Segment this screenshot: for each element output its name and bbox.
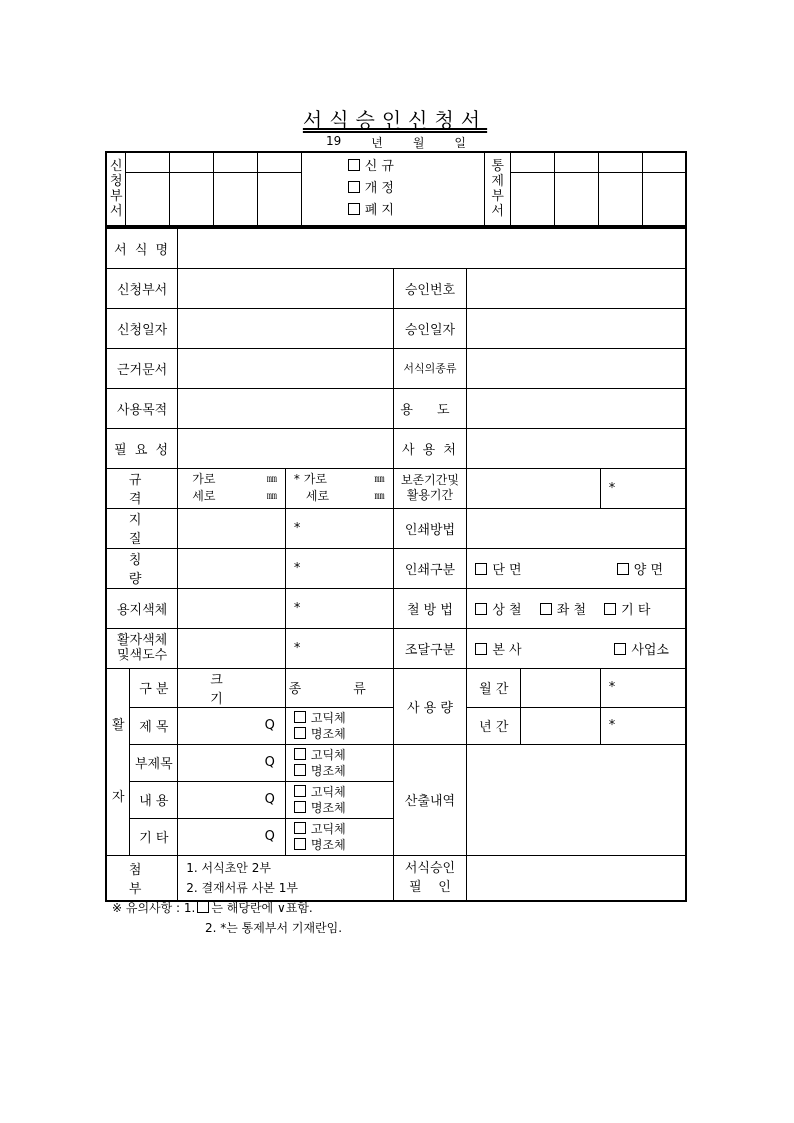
title-row-label: 제 목 [130,707,178,744]
sign-cell[interactable] [257,172,301,226]
yearly-value[interactable] [521,707,601,744]
sign-cell[interactable] [554,152,598,172]
applicant-dept-label: 신 청 부 서 [106,152,126,226]
change-type-options [301,152,485,226]
size-control-value[interactable]: * 가로 ㎜ 세로 ㎜ [285,468,393,508]
sign-cell[interactable] [126,172,170,226]
option-myeongjo[interactable]: 명조체 [294,726,393,742]
note-line-2: 2. *는 통제부서 기재란임. [205,921,343,935]
checkbox-icon[interactable] [617,563,629,575]
paper-color-label: 용지색체 [106,588,178,628]
approval-no-value[interactable] [467,268,686,308]
calc-label: 산출내역 [393,744,467,855]
print-type-options [467,548,686,588]
checkbox-icon[interactable] [294,727,306,739]
option-gothic[interactable]: 고딕체 [294,821,393,837]
user-label: 사 용 처 [393,428,467,468]
checkbox-icon [197,901,209,913]
option-single-side[interactable]: 단 면 [475,563,521,578]
weight-control-value[interactable]: * [285,548,393,588]
checkbox-icon[interactable] [294,748,306,760]
option-other-binding[interactable]: 기 타 [604,603,650,618]
checkbox-icon[interactable] [294,822,306,834]
checkbox-icon[interactable] [614,643,626,655]
print-type-label: 인쇄구분 [393,548,467,588]
content-size-value[interactable]: Q [178,781,286,818]
option-abolish[interactable]: 폐 지 [348,200,485,222]
date-line [326,134,466,151]
checkbox-icon[interactable] [294,785,306,797]
necessity-label: 필 요 성 [106,428,178,468]
usage-label: 용 도 [393,388,467,428]
calc-value[interactable] [467,744,686,855]
procure-options [467,628,686,668]
paper-color-control-value[interactable]: * [285,588,393,628]
date-year: 년 [371,136,383,150]
checkbox-icon[interactable] [294,801,306,813]
binding-options [467,588,686,628]
checkbox-icon[interactable] [475,563,487,575]
ink-color-control-value[interactable]: * [285,628,393,668]
approval-date-value[interactable] [467,308,686,348]
sign-cell[interactable] [598,152,642,172]
header-table [105,151,687,227]
font-kind-header: 종 류 [285,668,393,707]
subtitle-row-label: 부제목 [130,744,178,781]
subtitle-font-options [285,744,393,781]
checkbox-icon[interactable] [294,711,306,723]
purpose-label: 사용목적 [106,388,178,428]
retention-label: 보존기간및 활용기간 [393,468,467,508]
option-myeongjo[interactable]: 명조체 [294,800,393,816]
print-method-value[interactable] [467,508,686,548]
user-value[interactable] [467,428,686,468]
option-left-binding[interactable]: 좌 철 [540,603,586,618]
sign-cell[interactable] [257,152,301,172]
sign-cell[interactable] [511,152,555,172]
basis-doc-label: 근거문서 [106,348,178,388]
attach-item: 1. 서식초안 2부 [186,860,271,875]
sign-cell[interactable] [214,152,258,172]
date-month: 월 [412,136,425,150]
approval-stamp-value[interactable] [467,855,686,901]
checkbox-icon[interactable] [475,643,487,655]
content-font-options [285,781,393,818]
option-head-office[interactable]: 본 사 [475,643,521,658]
checkbox-icon[interactable] [540,603,552,615]
monthly-control-value[interactable]: * [600,668,686,707]
checkbox-icon[interactable] [294,838,306,850]
checkbox-icon[interactable] [475,603,487,615]
option-double-side[interactable]: 양 면 [617,559,663,578]
sign-cell[interactable] [170,172,214,226]
sign-cell[interactable] [598,172,642,226]
sign-cell[interactable] [642,172,686,226]
monthly-value[interactable] [521,668,601,707]
yearly-control-value[interactable]: * [600,707,686,744]
sign-cell[interactable] [554,172,598,226]
paper-control-value[interactable]: * [285,508,393,548]
binding-label: 철 방 법 [393,588,467,628]
option-gothic[interactable]: 고딕체 [294,710,393,726]
size-header: 크 기 [178,668,286,707]
usage-amount-label: 사 용 량 [393,668,467,744]
subtitle-size-value[interactable]: Q [178,744,286,781]
form-name-label: 서 식 명 [106,228,178,268]
basis-doc-value[interactable] [178,348,393,388]
usage-value[interactable] [467,388,686,428]
form-name-value[interactable] [178,228,686,268]
sign-cell[interactable] [170,152,214,172]
paper-color-value[interactable] [178,588,286,628]
option-new[interactable]: 신 규 [348,156,485,178]
sign-cell[interactable] [642,152,686,172]
checkbox-icon[interactable] [348,159,360,171]
option-branch-office[interactable]: 사업소 [614,639,669,658]
form-type-label: 서식의종류 [393,348,467,388]
attach-item: 2. 결재서류 사본 1부 [186,880,298,895]
approval-date-label: 승인일자 [393,308,467,348]
option-revise[interactable]: 개 정 [348,178,485,200]
attach-label: 첨 부 [106,855,178,901]
yearly-label: 년 간 [467,707,521,744]
content-row-label: 내 용 [130,781,178,818]
control-dept-label: 통 제 부 서 [485,152,511,226]
size-label: 규 격 [106,468,178,508]
approval-stamp-label: 서식승인 필 인 [393,855,467,901]
paper-value[interactable] [178,508,286,548]
ink-color-label: 활자색체 및색도수 [106,628,178,668]
option-gothic[interactable]: 고딕체 [294,784,393,800]
paper-label: 지 질 [106,508,178,548]
apply-date-label: 신청일자 [106,308,178,348]
checkbox-icon[interactable] [604,603,616,615]
date-day: 일 [454,136,466,150]
checkbox-icon[interactable] [294,764,306,776]
weight-value[interactable] [178,548,286,588]
checkbox-icon[interactable] [348,181,360,193]
size-value[interactable]: 가로 ㎜ 세로 ㎜ [178,468,286,508]
purpose-value[interactable] [178,388,393,428]
other-size-value[interactable]: Q [178,818,286,855]
checkbox-icon[interactable] [348,203,360,215]
necessity-value[interactable] [178,428,393,468]
kind-header: 구 분 [130,668,178,707]
procure-label: 조달구분 [393,628,467,668]
option-top-binding[interactable]: 상 철 [475,603,521,618]
title-font-options [285,707,393,744]
monthly-label: 월 간 [467,668,521,707]
option-gothic[interactable]: 고딕체 [294,747,393,763]
apply-dept-value[interactable] [178,268,393,308]
ink-color-value[interactable] [178,628,286,668]
option-myeongjo[interactable]: 명조체 [294,763,393,779]
page-title: 서식승인신청서 [302,108,488,132]
apply-dept-label: 신청부서 [106,268,178,308]
other-row-label: 기 타 [130,818,178,855]
retention-value[interactable] [467,468,600,508]
option-myeongjo[interactable]: 명조체 [294,837,393,853]
retention-control-value[interactable]: * [600,468,686,508]
sign-cell[interactable] [511,172,555,226]
sign-cell[interactable] [214,172,258,226]
apply-date-value[interactable] [178,308,393,348]
date-year-prefix: 19 [326,134,342,148]
attach-list [178,855,393,901]
type-section-label: 활 자 [106,668,130,855]
other-font-options [285,818,393,855]
form-type-value[interactable] [467,348,686,388]
print-method-label: 인쇄방법 [393,508,467,548]
main-table [105,227,687,902]
note-line-1: ※ 유의사항 : 1. 는 해당란에 ∨표함. [112,901,313,915]
sign-cell[interactable] [126,152,170,172]
title-size-value[interactable]: Q [178,707,286,744]
approval-no-label: 승인번호 [393,268,467,308]
weight-label: 칭 량 [106,548,178,588]
